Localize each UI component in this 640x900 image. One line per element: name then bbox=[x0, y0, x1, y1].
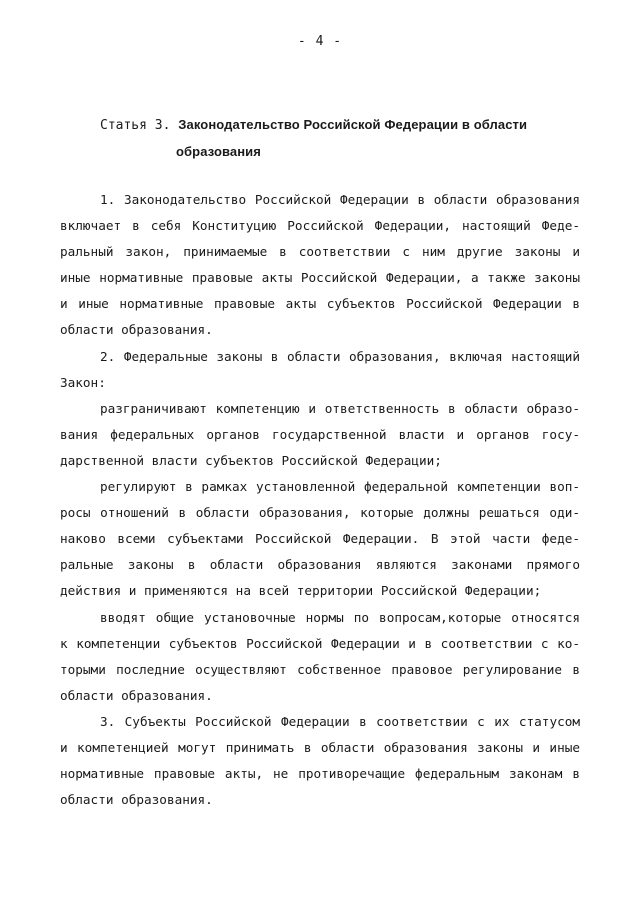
text-line: области образования. bbox=[60, 687, 213, 703]
text-line: иные нормативные правовые акты Российской Федерации, а также законы bbox=[60, 270, 580, 286]
text-line: к компетенции субъектов Российской Федерации и в соответствии с ко- bbox=[60, 635, 580, 651]
article-title-line2: образования bbox=[176, 144, 261, 159]
text-line: и компетенцией могут принимать в области образования законы и иные bbox=[60, 739, 580, 755]
text-line: торыми последние осуществляют собственное правовое регулирование в bbox=[60, 661, 580, 677]
text-line: действия и применяются на всей территории Российской Федерации; bbox=[60, 583, 542, 599]
text-line: ральные законы в области образования являются законами прямого bbox=[60, 557, 580, 573]
text-line: регулируют в рамках установленной федеральной компетенции воп- bbox=[100, 479, 580, 495]
text-line: 2. Федеральные законы в области образования, включая настоящий bbox=[100, 348, 580, 364]
text-line: вводят общие установочные нормы по вопросам,которые относятся bbox=[100, 609, 580, 625]
article-title-line1: Законодательство Российской Федерации в области bbox=[178, 117, 528, 132]
article-prefix: Статья 3. bbox=[100, 118, 171, 133]
text-line: и иные нормативные правовые акты субъектов Российской Федерации в bbox=[60, 296, 580, 312]
article-heading bbox=[100, 112, 560, 166]
text-line: области образования. bbox=[60, 322, 213, 338]
text-line: разграничивают компетенцию и ответственность в области образо- bbox=[100, 400, 580, 416]
text-line: наково всеми субъектами Российской Федерации. В этой части феде- bbox=[60, 531, 580, 547]
text-line: 3. Субъекты Российской Федерации в соответствии с их статусом bbox=[100, 713, 580, 729]
text-line: вания федеральных органов государственной власти и органов госу- bbox=[60, 426, 580, 442]
text-line: росы отношений в области образования, которые должны решаться оди- bbox=[60, 505, 580, 521]
text-line: нормативные правовые акты, не противоречащие федеральным законам в bbox=[60, 766, 580, 782]
text-line: ральный закон, принимаемые в соответствии с ним другие законы и bbox=[60, 244, 580, 260]
text-line: Закон: bbox=[60, 374, 106, 390]
page-number: - 4 - bbox=[297, 34, 343, 49]
text-line: включает в себя Конституцию Российской Федерации, настоящий Феде- bbox=[60, 218, 580, 234]
text-line: 1. Законодательство Российской Федерации в области образования bbox=[100, 192, 580, 207]
text-line: области образования. bbox=[60, 792, 213, 808]
text-line: дарственной власти субъектов Российской Федерации; bbox=[60, 452, 442, 468]
article-body bbox=[60, 187, 580, 813]
